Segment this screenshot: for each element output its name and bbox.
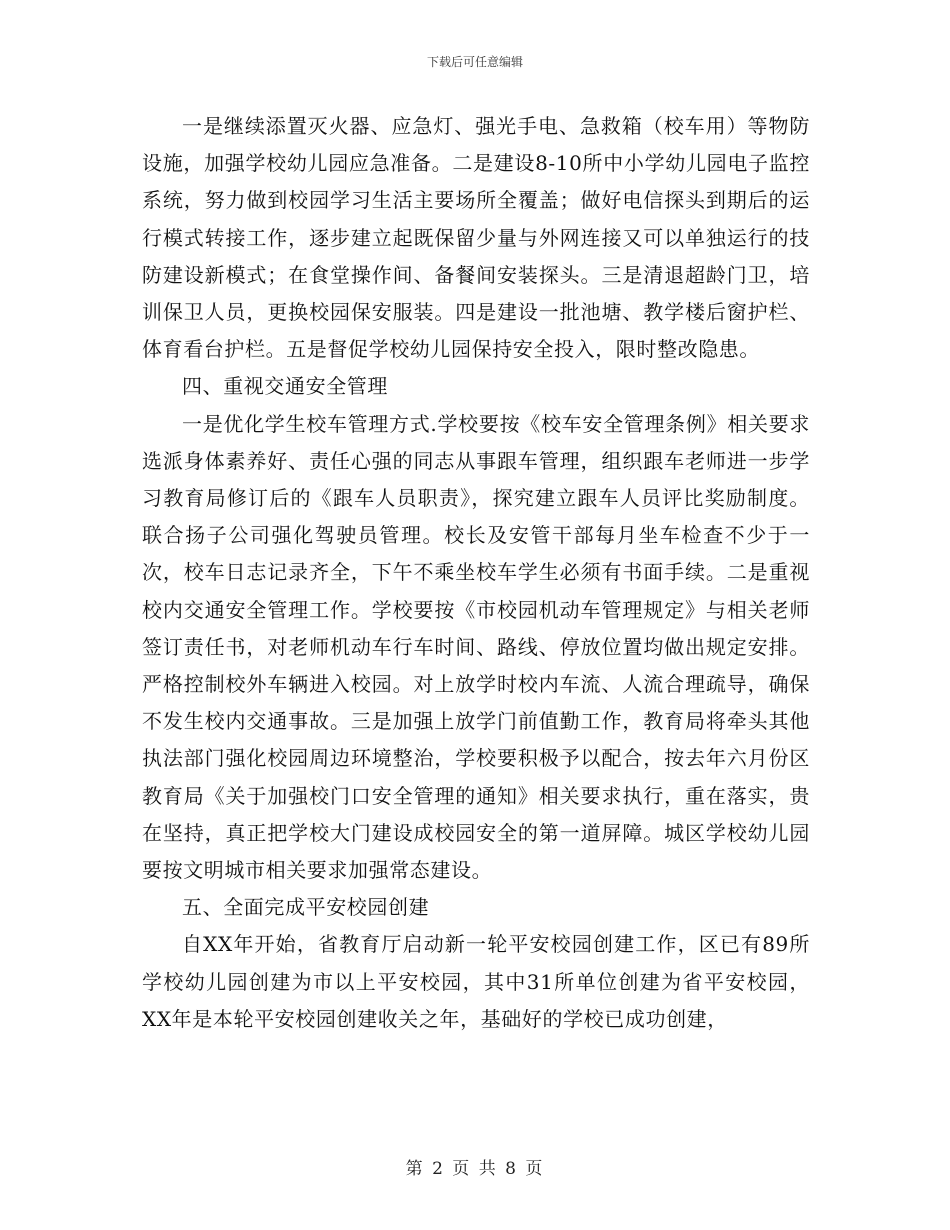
paragraph-traffic-safety: 一是优化学生校车管理方式.学校要按《校车安全管理条例》相关要求选派身体素养好、责任心强的同志从事跟车管理，组织跟车老师进一步学习教育局修订后的《跟车人员职责》，探究建立跟车人员评比奖励制度。联合扬子公司强化驾驶员管理。校长及安管干部每月坐车检查不少于一次，校车日志记录齐全，下午不乘坐校车学生必须有书面手续。二是重视校内交通安全管理工作。学校要按《市校园机动车管理规定》与相关老师签订责任书，对老师机动车行车时间、路线、停放位置均做出规定安排。严格控制校外车辆进入校园。对上放学时校内车流、人流合理疏导，确保不发生校内交通事故。三是加强上放学门前值勤工作，教育局将牵头其他执法部门强化校园周边环境整治，学校要积极予以配合，按去年六月份区教育局《关于加强校门口安全管理的通知》相关要求执行，重在落实，贵在坚持，真正把学校大门建设成校园安全的第一道屏障。城区学校幼儿园要按文明城市相关要求加强常态建设。 — [142, 411, 810, 883]
page-header: 下载后可任意编辑 — [426, 55, 523, 69]
section-heading-safe-campus: 五、全面完成平安校园创建 — [182, 895, 430, 920]
paragraph-safe-campus: 自XX年开始，省教育厅启动新一轮平安校园创建工作，区已有89所学校幼儿园创建为市以上平安校园，其中31所单位创建为省平安校园，XX年是本轮平安校园创建收关之年，基础好的学校已成功创建， — [142, 932, 810, 1031]
page-footer: 第 2 页 共 8 页 — [405, 1159, 545, 1179]
document-body — [142, 108, 810, 1038]
section-heading-traffic-safety: 四、重视交通安全管理 — [182, 374, 388, 399]
paragraph-physical-defense: 一是继续添置灭火器、应急灯、强光手电、急救箱（校车用）等物防设施，加强学校幼儿园应急准备。二是建设8-10所中小学幼儿园电子监控系统，努力做到校园学习生活主要场所全覆盖；做好电信探头到期后的运行模式转接工作，逐步建立起既保留少量与外网连接又可以单独运行的技防建设新模式；在食堂操作间、备餐间安装探头。三是清退超龄门卫，培训保卫人员，更换校园保安服装。四是建设一批池塘、教学楼后窗护栏、体育看台护栏。五是督促学校幼儿园保持安全投入，限时整改隐患。 — [142, 114, 810, 362]
